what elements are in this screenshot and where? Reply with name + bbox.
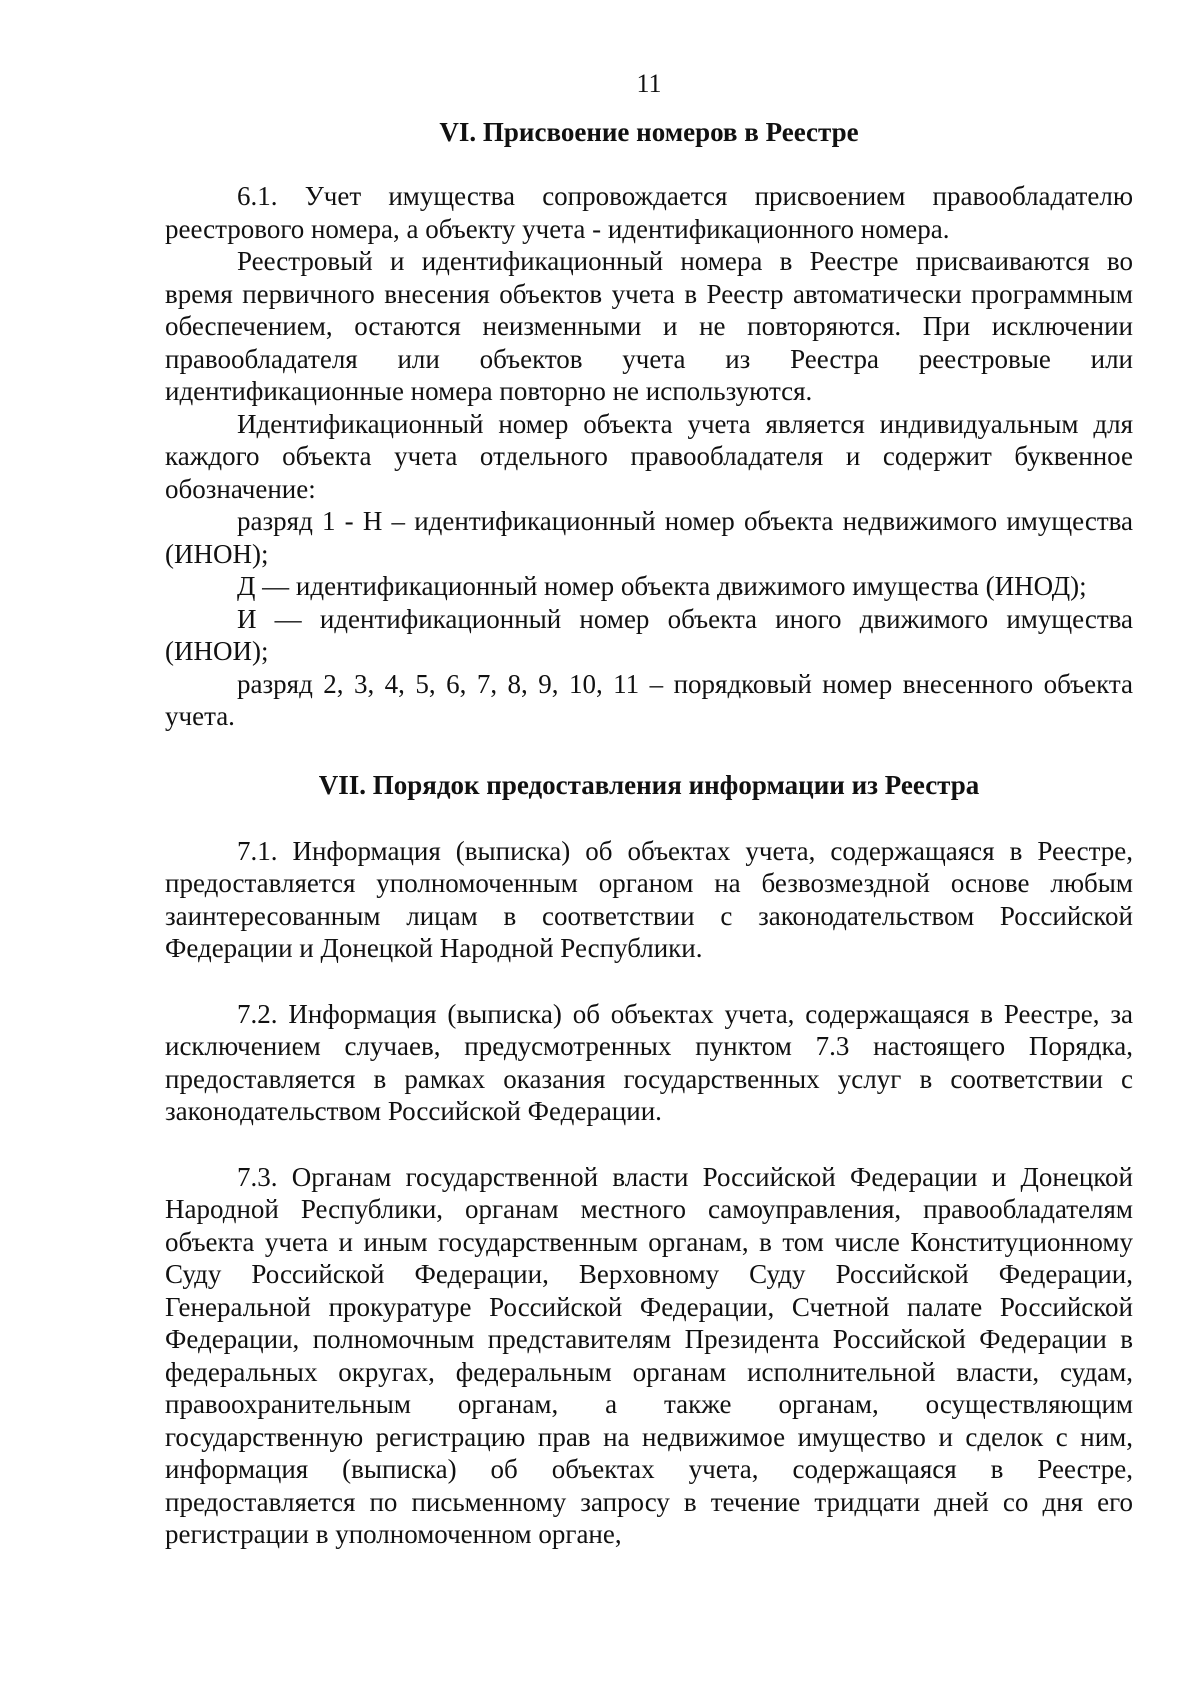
paragraph-6-inoi: И — идентификационный номер объекта иного движимого имущества (ИНОИ); [165,603,1133,666]
paragraph-6-1: 6.1. Учет имущества сопровождается присвоением правообладателю реестрового номера, а объекту учета - идентификационного номера. [165,181,1133,244]
section-6-heading: VI. Присвоение номеров в Реестре [439,117,859,147]
document-page [165,68,1133,1551]
page-number: 11 [636,69,662,98]
paragraph-7-2: 7.2. Информация (выписка) об объектах учета, содержащаяся в Реестре, за исключением случаев, предусмотренных пунктом 7.3 настоящего Порядка, предоставляется в рамках оказания государственных услуг в соответствии с законодательством Российской Федерации. [165,998,1133,1126]
paragraph-6-digits-2-11: разряд 2, 3, 4, 5, 6, 7, 8, 9, 10, 11 – порядковый номер внесенного объекта учета. [165,668,1133,731]
paragraph-6-inod: Д — идентификационный номер объекта движимого имущества (ИНОД); [237,571,1087,601]
paragraph-7-3: 7.3. Органам государственной власти Российской Федерации и Донецкой Народной Республики, органам местного самоуправления, правообладателям объекта учета и иным государственным органам, в том числе Конституционному Суду Российской Федерации, Верховному Суду Российской Федерации, Генеральной прокуратуре Российской Федерации, Счетной палате Российской Федерации, полномочным представителям Президента Российской Федерации в федеральных округах, федеральным органам исполнительной власти, судам, правоохранительным органам, а также органам, осуществляющим государственную регистрацию прав на недвижимое имущество и сделок с ним, информация (выписка) об объектах учета, содержащаяся в Реестре, предоставляется по письменному запросу в течение тридцати дней со дня его регистрации в уполномоченном органе, [165,1161,1133,1549]
paragraph-6-identification-number: Идентификационный номер объекта учета является индивидуальным для каждого объекта учета отдельного правообладателя и содержит буквенное обозначение: [165,408,1133,504]
paragraph-7-1: 7.1. Информация (выписка) об объектах учета, содержащаяся в Реестре, предоставляется уполномоченным органом на безвозмездной основе любым заинтересованным лицам в соответствии с законодательством Российской Федерации и Донецкой Народной Республики. [165,835,1133,963]
paragraph-6-digit-1-inon: разряд 1 - Н – идентификационный номер объекта недвижимого имущества (ИНОН); [165,506,1133,569]
section-7-heading: VII. Порядок предоставления информации из Реестра [318,769,980,800]
paragraph-6-registry-numbers: Реестровый и идентификационный номера в Реестре присваиваются во время первичного внесения объектов учета в Реестр автоматически программным обеспечением, остаются неизменными и не повторяются. При исключении правообладателя или объектов учета из Реестра реестровые или идентификационные номера повторно не используются. [165,246,1133,406]
